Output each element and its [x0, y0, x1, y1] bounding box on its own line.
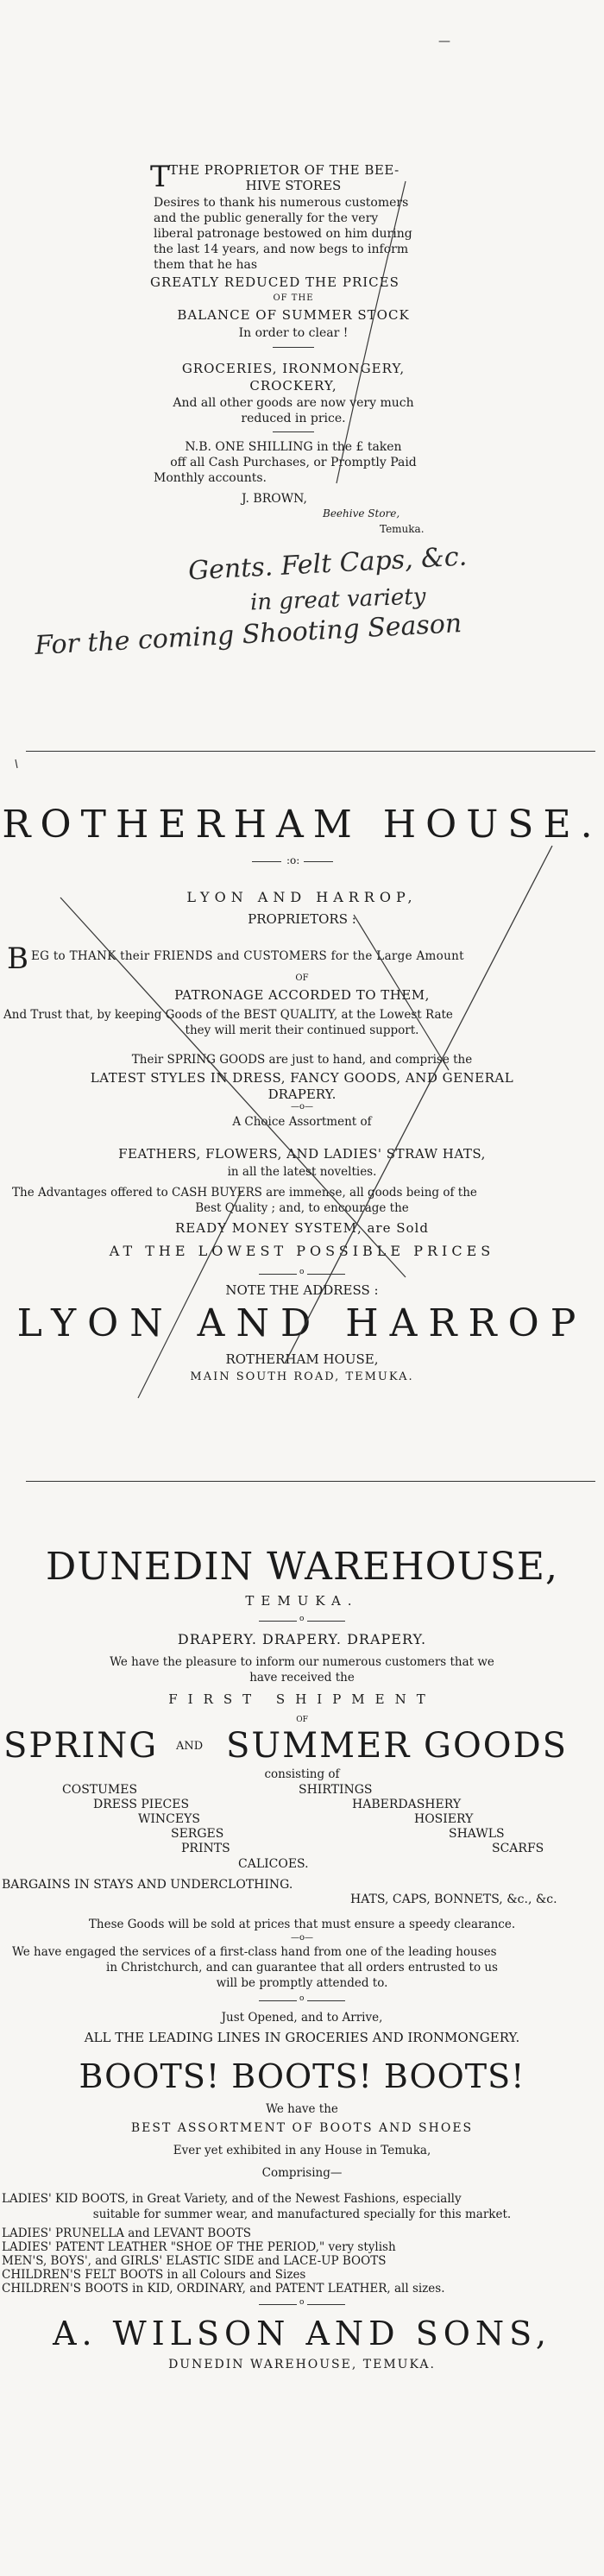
- rotherham-line-18: ROTHERHAM HOUSE,: [225, 1351, 379, 1367]
- rotherham-line-2: OF: [295, 973, 309, 983]
- dunedin-sep-1: o: [299, 1615, 305, 1623]
- beehive-line-15: reduced in price.: [241, 412, 346, 425]
- dunedin-sold: These Goods will be sold at prices that must ensure a speedy clearance.: [88, 1918, 516, 1931]
- rotherham-proprietors: PROPRIETORS :: [248, 911, 356, 927]
- rotherham-line-8: DRAPERY.: [267, 1086, 337, 1102]
- dunedin-rule-1r: [307, 1621, 345, 1622]
- dunedin-ever: Ever yet exhibited in any House in Temuka,: [173, 2144, 431, 2157]
- rotherham-dropcap: B: [7, 942, 28, 976]
- margin-tick: [16, 759, 17, 768]
- section-divider-2: [26, 1481, 595, 1482]
- beehive-line-18: Monthly accounts.: [154, 471, 267, 485]
- rotherham-line-11: in all the latest novelties.: [227, 1165, 377, 1179]
- rotherham-sep-1: :o:: [286, 854, 300, 866]
- dunedin-wilson-and-sons: A. WILSON AND SONS,: [53, 2315, 551, 2352]
- beehive-line-14: And all other goods are now very much: [173, 396, 414, 410]
- beehive-line-12: GROCERIES, IRONMONGERY,: [181, 361, 406, 376]
- goods-scarfs: SCARFS: [492, 1842, 544, 1855]
- dunedin-engaged-3: will be promptly attended to.: [216, 1976, 388, 1990]
- dunedin-just-opened: Just Opened, and to Arrive,: [221, 2011, 383, 2025]
- dunedin-and: AND: [176, 1740, 204, 1753]
- dunedin-title: DUNEDIN WAREHOUSE,: [46, 1545, 558, 1589]
- beehive-line-16: N.B. ONE SHILLING in the £ taken: [185, 440, 402, 454]
- beehive-line-17: off all Cash Purchases, or Promptly Paid: [170, 456, 417, 469]
- beehive-line-6: the last 14 years, and now begs to inform: [154, 242, 409, 256]
- rotherham-title: ROTHERHAM HOUSE.: [2, 803, 602, 847]
- rotherham-line-14: READY MONEY SYSTEM, are Sold: [175, 1220, 429, 1236]
- boots-prunella: LADIES' PRUNELLA and LEVANT BOOTS: [2, 2226, 251, 2240]
- rotherham-line-7: LATEST STYLES IN DRESS, FANCY GOODS, AND GENERAL: [90, 1070, 514, 1086]
- rotherham-sep-3: o: [299, 1268, 305, 1276]
- beehive-line-2: HIVE STORES: [245, 178, 342, 193]
- dunedin-intro-2: have received the: [249, 1671, 355, 1685]
- dunedin-drapery: DRAPERY. DRAPERY. DRAPERY.: [177, 1631, 427, 1647]
- dunedin-town: TEMUKA.: [245, 1593, 359, 1609]
- goods-shawls: SHAWLS: [449, 1827, 505, 1841]
- boots-patent: LADIES' PATENT LEATHER "SHOE OF THE PERIOD," very stylish: [2, 2240, 396, 2254]
- beehive-line-7: them that he has: [154, 258, 258, 272]
- goods-serges: SERGES: [171, 1827, 224, 1841]
- rotherham-line-5: they will merit their continued support.: [185, 1023, 419, 1037]
- goods-costumes: COSTUMES: [62, 1783, 138, 1797]
- beehive-dropcap: T: [150, 160, 170, 194]
- dunedin-engaged-2: in Christchurch, and can guarantee that all orders entrusted to us: [106, 1961, 498, 1975]
- rotherham-line-12: The Advantages offered to CASH BUYERS are immense, all goods being of the: [12, 1186, 477, 1200]
- beehive-line-21: Temuka.: [380, 523, 425, 535]
- dunedin-of: OF: [296, 1716, 308, 1724]
- dunedin-hats: HATS, CAPS, BONNETS, &c., &c.: [350, 1893, 557, 1906]
- boots-kid-2: suitable for summer wear, and manufactured specially for this market.: [92, 2208, 512, 2221]
- dunedin-comprising: Comprising—: [261, 2166, 343, 2180]
- goods-haberdashery: HABERDASHERY: [352, 1798, 462, 1811]
- rotherham-line-10: FEATHERS, FLOWERS, AND LADIES' STRAW HATS,: [118, 1146, 486, 1162]
- dunedin-footer-address: DUNEDIN WAREHOUSE, TEMUKA.: [168, 2358, 436, 2371]
- dunedin-rule-1l: [259, 1621, 297, 1622]
- beehive-line-4: and the public generally for the very: [154, 211, 379, 225]
- boots-mens: MEN'S, BOYS', and GIRLS' ELASTIC SIDE and LACE-UP BOOTS: [2, 2254, 387, 2268]
- boots-kid-1: LADIES' KID BOOTS, in Great Variety, and of the Newest Fashions, especially: [2, 2192, 462, 2206]
- rotherham-line-15: AT THE LOWEST POSSIBLE PRICES: [109, 1243, 495, 1259]
- rotherham-line-6: Their SPRING GOODS are just to hand, and comprise the: [131, 1053, 473, 1067]
- dunedin-summer-goods: SUMMER GOODS: [226, 1726, 569, 1766]
- dunedin-spring: SPRING: [3, 1726, 159, 1766]
- dunedin-intro-1: We have the pleasure to inform our numerous customers that we: [110, 1655, 494, 1669]
- beehive-line-20: Beehive Store,: [323, 507, 400, 520]
- goods-dress-pieces: DRESS PIECES: [93, 1798, 190, 1811]
- beehive-line-5: liberal patronage bestowed on him during: [154, 227, 412, 241]
- dunedin-leading-lines: ALL THE LEADING LINES IN GROCERIES AND IRONMONGERY.: [84, 2030, 520, 2045]
- beehive-line-11: In order to clear !: [238, 326, 349, 340]
- beehive-line-10: BALANCE OF SUMMER STOCK: [177, 307, 410, 323]
- beehive-line-8: GREATLY REDUCED THE PRICES: [150, 274, 400, 290]
- crossout-stroke-2: [285, 846, 552, 1364]
- handwritten-note-3: For the coming Shooting Season: [34, 608, 463, 661]
- handwritten-note-2: in great variety: [249, 583, 426, 616]
- dunedin-first-shipment: FIRST SHIPMENT: [168, 1691, 436, 1707]
- dunedin-rule-3r: [307, 2000, 345, 2001]
- rotherham-line-3: PATRONAGE ACCORDED TO THEM,: [174, 987, 430, 1003]
- goods-winceys: WINCEYS: [138, 1812, 200, 1826]
- beehive-line-9: OF THE: [273, 293, 314, 303]
- rotherham-line-13: Best Quality ; and, to encourage the: [195, 1201, 409, 1215]
- rotherham-line-9: A Choice Assortment of: [232, 1115, 372, 1129]
- goods-prints: PRINTS: [181, 1842, 230, 1855]
- rotherham-line-17: LYON AND HARROP: [16, 1301, 588, 1345]
- dunedin-boots-headline: BOOTS! BOOTS! BOOTS!: [79, 2057, 525, 2095]
- rotherham-line-1: EG to THANK their FRIENDS and CUSTOMERS for the Large Amount: [31, 949, 464, 963]
- beehive-pencil-stroke: [337, 181, 406, 483]
- dunedin-we-have: We have the: [266, 2102, 338, 2116]
- rotherham-line-4: And Trust that, by keeping Goods of the BEST QUALITY, at the Lowest Rate: [3, 1008, 453, 1022]
- dunedin-sep-2: —o—: [290, 1933, 314, 1943]
- dunedin-rule-4r: [307, 2304, 345, 2305]
- dunedin-best-assortment: BEST ASSORTMENT OF BOOTS AND SHOES: [130, 2121, 474, 2135]
- goods-shirtings: SHIRTINGS: [299, 1783, 373, 1797]
- boots-felt: CHILDREN'S FELT BOOTS in all Colours and Sizes: [2, 2268, 306, 2282]
- boots-kid-ordinary: CHILDREN'S BOOTS in KID, ORDINARY, and PATENT LEATHER, all sizes.: [2, 2282, 445, 2296]
- dunedin-sep-4: o: [299, 2298, 305, 2307]
- rotherham-line-16: NOTE THE ADDRESS :: [225, 1282, 379, 1298]
- dunedin-sep-3: o: [299, 1994, 305, 2003]
- corner-mark: —: [438, 35, 450, 48]
- crossout-stroke-1: [60, 898, 406, 1277]
- dunedin-engaged-1: We have engaged the services of a first-class hand from one of the leading houses: [12, 1945, 497, 1959]
- dunedin-rule-4l: [259, 2304, 297, 2305]
- beehive-line-3: Desires to thank his numerous customers: [154, 196, 409, 210]
- goods-hosiery: HOSIERY: [414, 1812, 474, 1826]
- rotherham-firm: LYON AND HARROP,: [186, 889, 418, 905]
- dunedin-consisting: consisting of: [264, 1767, 340, 1781]
- beehive-line-13: CROCKERY,: [249, 378, 337, 394]
- dunedin-rule-3l: [259, 2000, 297, 2001]
- crossout-stroke-3: [138, 1191, 242, 1398]
- beehive-line-1: THE PROPRIETOR OF THE BEE-: [169, 162, 400, 178]
- crossout-stroke-4: [354, 915, 449, 1070]
- handwritten-note-1: Gents. Felt Caps, &c.: [187, 541, 468, 587]
- dunedin-bargains: BARGAINS IN STAYS AND UNDERCLOTHING.: [2, 1878, 293, 1892]
- rotherham-sep-2: —o—: [290, 1102, 314, 1112]
- rotherham-line-19: MAIN SOUTH ROAD, TEMUKA.: [190, 1370, 414, 1383]
- goods-calicoes: CALICOES.: [238, 1857, 309, 1871]
- beehive-line-19: J. BROWN,: [242, 492, 307, 506]
